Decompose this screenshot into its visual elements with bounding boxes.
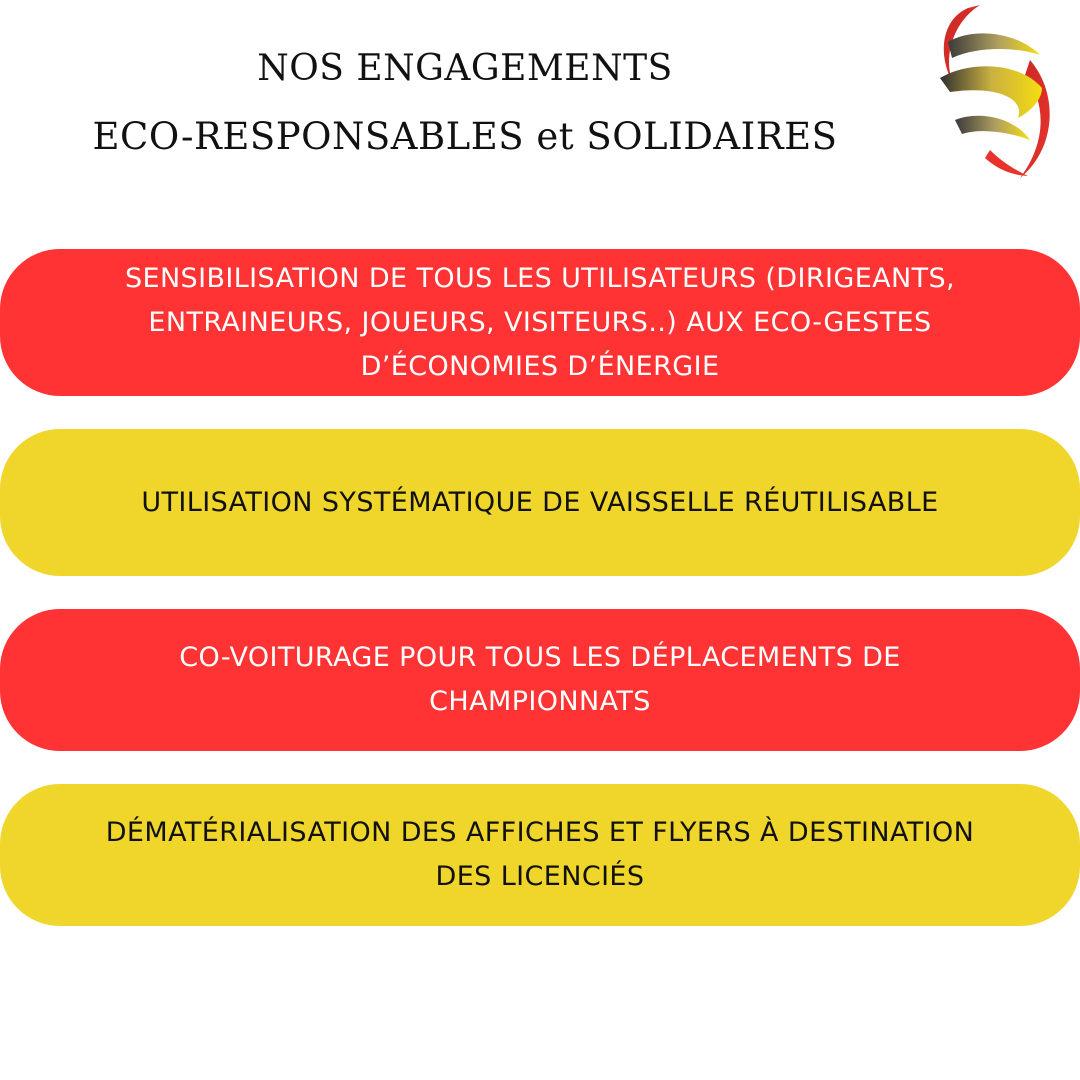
commitment-line: DES LICENCIÉS (435, 861, 645, 892)
title-line-2: ECO-RESPONSABLES et SOLIDAIRES (92, 115, 838, 159)
commitment-line: D’ÉCONOMIES D’ÉNERGIE (360, 350, 720, 382)
commitment-text (125, 257, 955, 389)
commitment-line: ENTRAINEURS, JOUEURS, VISITEURS..) AUX ECO-GESTES (148, 306, 932, 338)
commitment-line: SENSIBILISATION DE TOUS LES UTILISATEURS (DIRIGEANTS, (124, 262, 956, 294)
title-line-1: NOS ENGAGEMENTS (257, 48, 673, 90)
commitment-text (141, 481, 938, 525)
commitment-card-carpooling (0, 609, 1080, 751)
commitment-card-energy (0, 249, 1080, 396)
commitment-text (179, 636, 901, 724)
commitment-line: CHAMPIONNATS (429, 686, 651, 717)
commitment-line: CO-VOITURAGE POUR TOUS LES DÉPLACEMENTS DE (179, 642, 901, 673)
commitment-card-dishware (0, 429, 1080, 576)
swirl-logo-icon (930, 0, 1070, 180)
page-title (0, 43, 930, 161)
commitment-card-dematerialization (0, 784, 1080, 926)
commitment-line: UTILISATION SYSTÉMATIQUE DE VAISSELLE RÉUTILISABLE (141, 486, 939, 518)
commitment-text (106, 811, 975, 899)
commitment-line: DÉMATÉRIALISATION DES AFFICHES ET FLYERS À DESTINATION (105, 817, 975, 848)
